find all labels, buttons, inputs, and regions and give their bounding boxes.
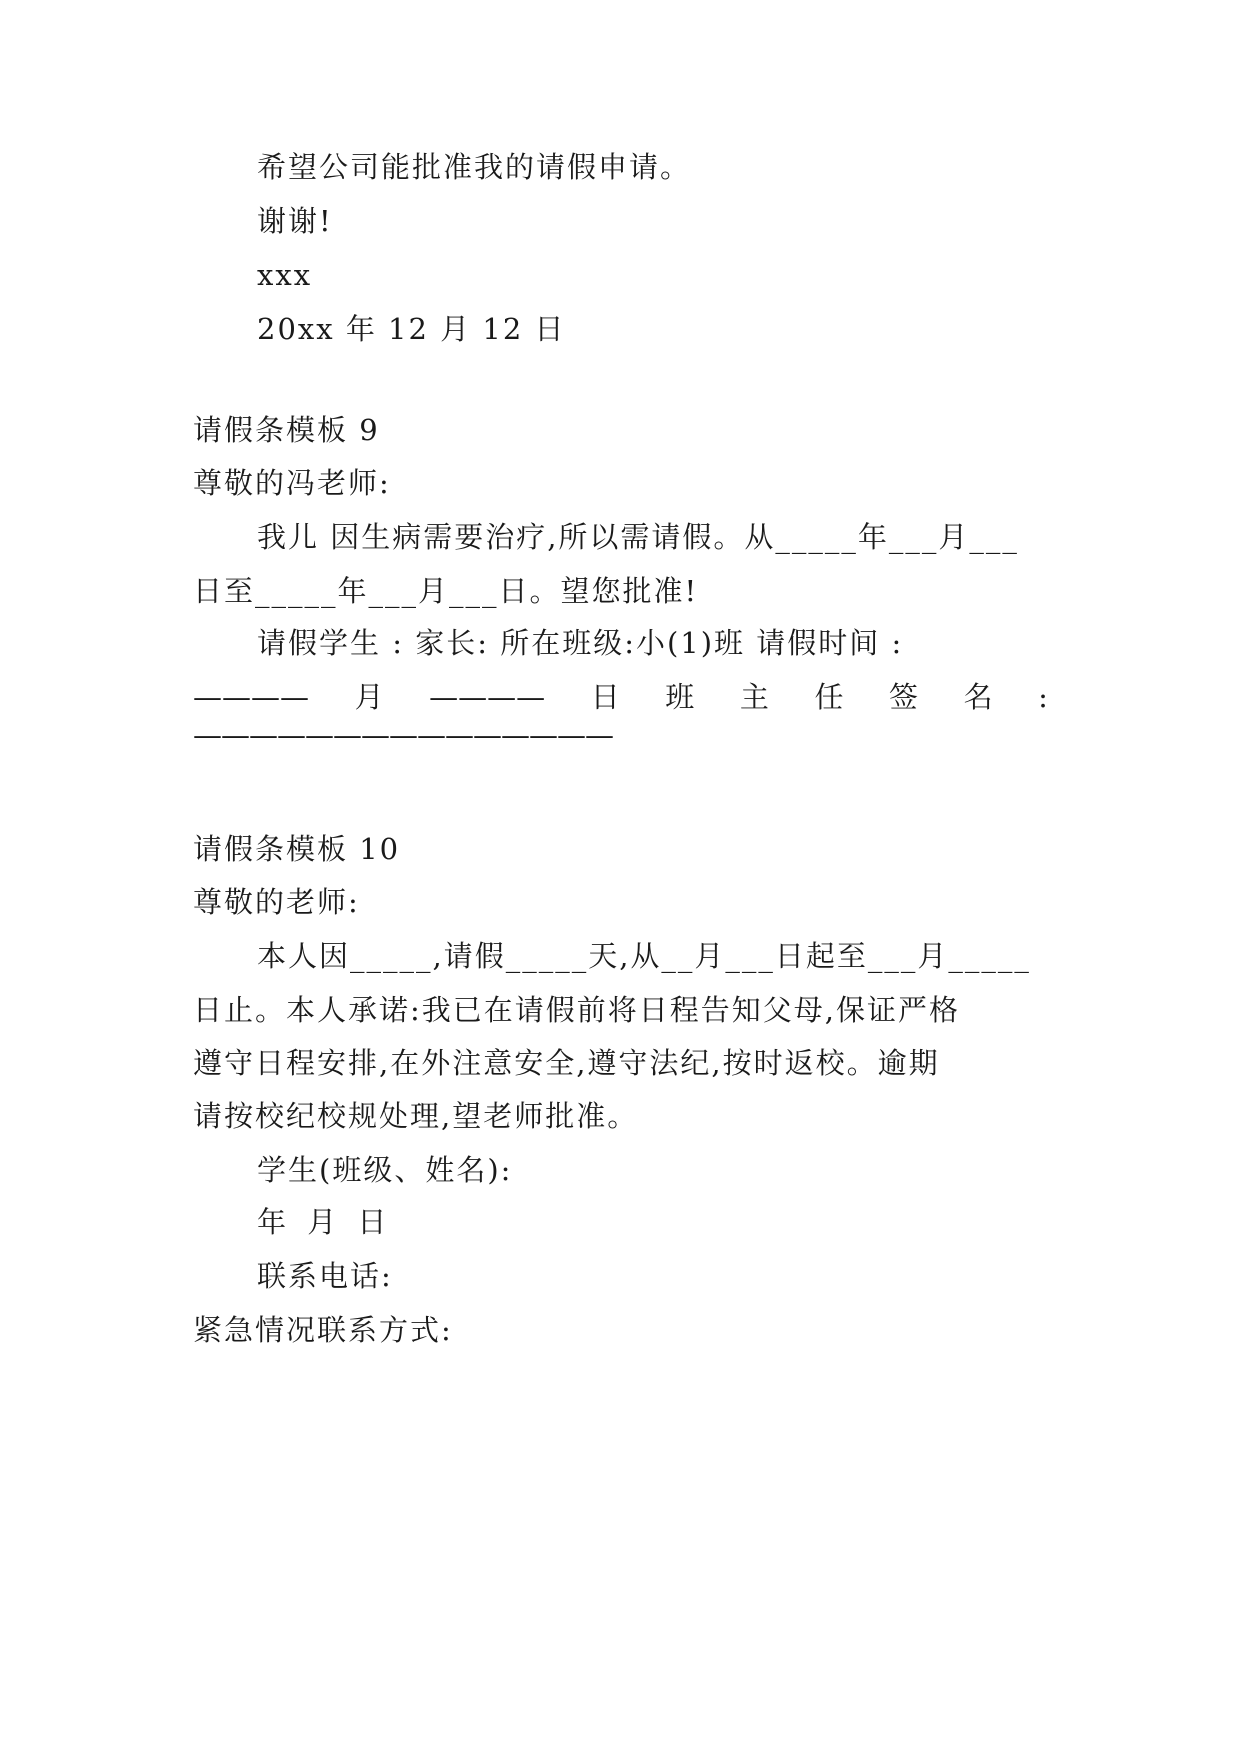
sign-char: 任	[814, 680, 844, 714]
student-label: 学生(班级、姓名):	[257, 1153, 513, 1187]
date-label: 年 月 日	[257, 1205, 393, 1239]
month-label: 月	[354, 680, 384, 714]
template10-body-line: 本人因_____,请假_____天,从__月___日起至___月_____	[257, 939, 1031, 973]
template10-title: 请假条模板 10	[193, 832, 401, 866]
template9-sign-line	[193, 677, 1048, 717]
sign-char: 班	[665, 680, 695, 714]
template10-body-line: 日止。本人承诺:我已在请假前将日程告知父母,保证严格	[193, 993, 960, 1027]
template9-body-line: 我儿 因生病需要治疗,所以需请假。从_____年___月___	[257, 520, 1019, 554]
blank-line: ————	[429, 680, 546, 714]
phone-label: 联系电话:	[257, 1259, 393, 1293]
sign-char: 名	[963, 680, 993, 714]
sign-char: 签	[889, 680, 919, 714]
template9-greeting: 尊敬的冯老师:	[193, 466, 391, 500]
template9-title: 请假条模板 9	[193, 413, 380, 447]
template9-sign-blank: ———————————————	[193, 718, 613, 752]
colon: :	[1038, 680, 1048, 714]
closing-request-line: 希望公司能批准我的请假申请。	[257, 150, 692, 184]
day-label: 日	[590, 680, 620, 714]
blank-line: ————	[193, 680, 309, 714]
template9-body-line: 日至_____年___月___日。望您批准!	[193, 574, 699, 608]
template10-greeting: 尊敬的老师:	[193, 885, 360, 919]
emergency-contact-label: 紧急情况联系方式:	[193, 1313, 453, 1347]
template10-body-line: 遵守日程安排,在外注意安全,遵守法纪,按时返校。逾期	[193, 1046, 940, 1080]
signature-date: 20xx 年 12 月 12 日	[257, 312, 566, 346]
thanks-line: 谢谢!	[257, 204, 333, 238]
template9-info-line: 请假学生 : 家长: 所在班级:小(1)班 请假时间 :	[257, 626, 904, 660]
sign-char: 主	[739, 680, 769, 714]
signature-name: xxx	[257, 258, 313, 292]
template10-body-line: 请按校纪校规处理,望老师批准。	[193, 1099, 639, 1133]
